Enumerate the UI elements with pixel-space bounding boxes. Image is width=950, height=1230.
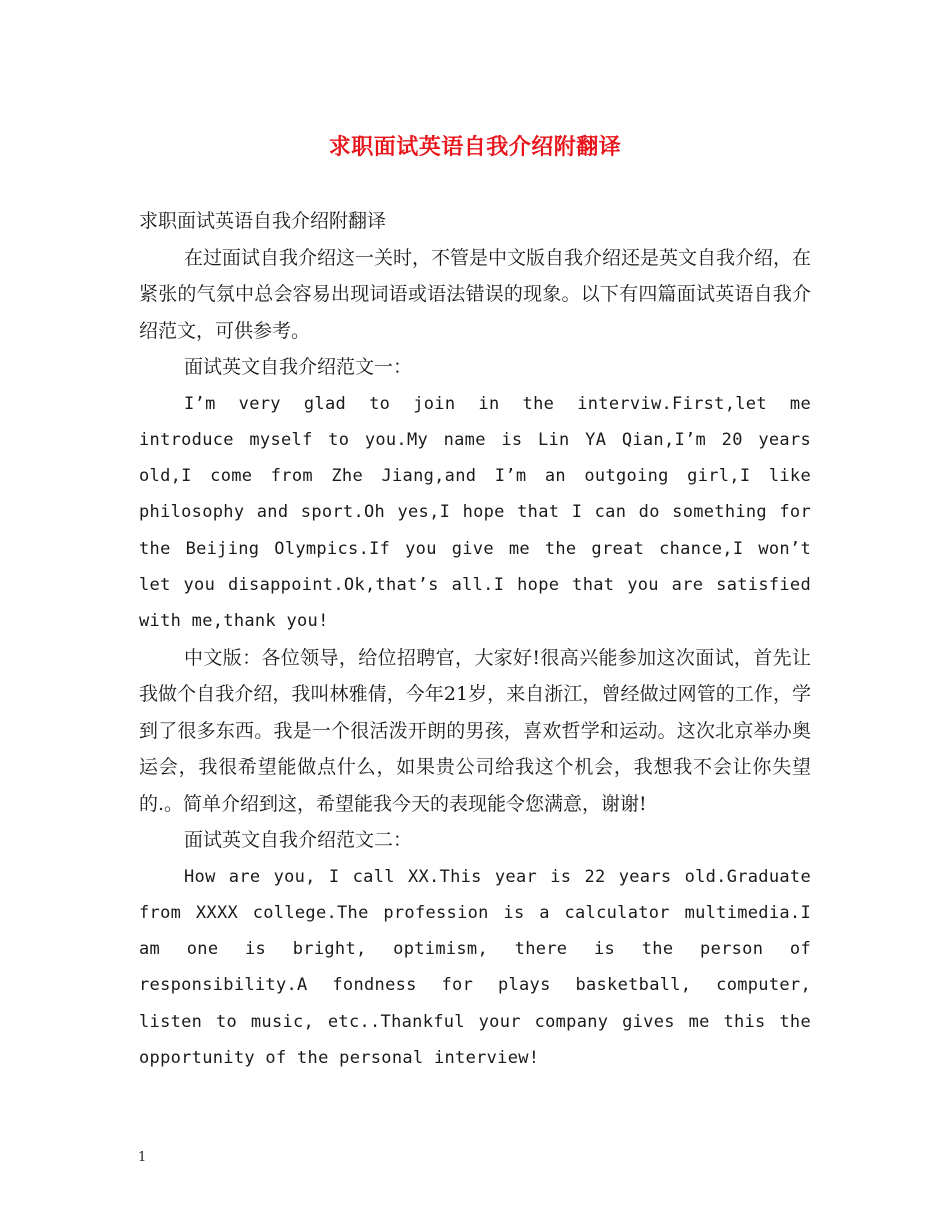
document-title: 求职面试英语自我介绍附翻译 — [328, 135, 622, 160]
subtitle-line: 求职面试英语自我介绍附翻译 — [139, 210, 387, 232]
sample-two-english: How are you, I call XX.This year is 22 years old.Graduate from XXXX college.The profession is a calculator multimedia.I am one is bright, optimism, there is the person of responsibility.A fondness for plays basketball, computer, listen to music, etc..Thankful your company gives me this the opportunity of the personal interview! — [139, 866, 811, 1069]
sample-one-chinese: 中文版：各位领导，给位招聘官，大家好!很高兴能参加这次面试，首先让我做个自我介绍，我叫林雅倩，今年21岁，来自浙江，曾经做过网管的工作，学到了很多东西。我是一个很活泼开朗的男孩，喜欢哲学和运动。这次北京举办奥运会，我很希望能做点什么，如果贵公司给我这个机会，我想我不会让你失望的.。简单介绍到这，希望能我今天的表现能令您满意，谢谢! — [139, 646, 811, 815]
intro-paragraph: 在过面试自我介绍这一关时，不管是中文版自我介绍还是英文自我介绍，在紧张的气氛中总会容易出现词语或语法错误的现象。以下有四篇面试英语自我介绍范文，可供参考。 — [139, 246, 812, 342]
document-body — [139, 203, 811, 1076]
sample-one-english: I’m very glad to join in the interviw.First,let me introduce myself to you.My name is Lin YA Qian,I’m 20 years old,I come from Zhe Jiang,and I’m an outgoing girl,I like philosophy and sport.Oh yes,I hope that I can do something for the Beijing Olympics.If you give me the great chance,I won’t let you disappoint.Ok,that’s all.I hope that you are satisfied with me,thank you! — [139, 393, 811, 632]
heading-sample-one: 面试英文自我介绍范文一： — [184, 356, 413, 378]
page-number: 1 — [138, 1150, 147, 1165]
heading-sample-two: 面试英文自我介绍范文二： — [184, 829, 413, 852]
